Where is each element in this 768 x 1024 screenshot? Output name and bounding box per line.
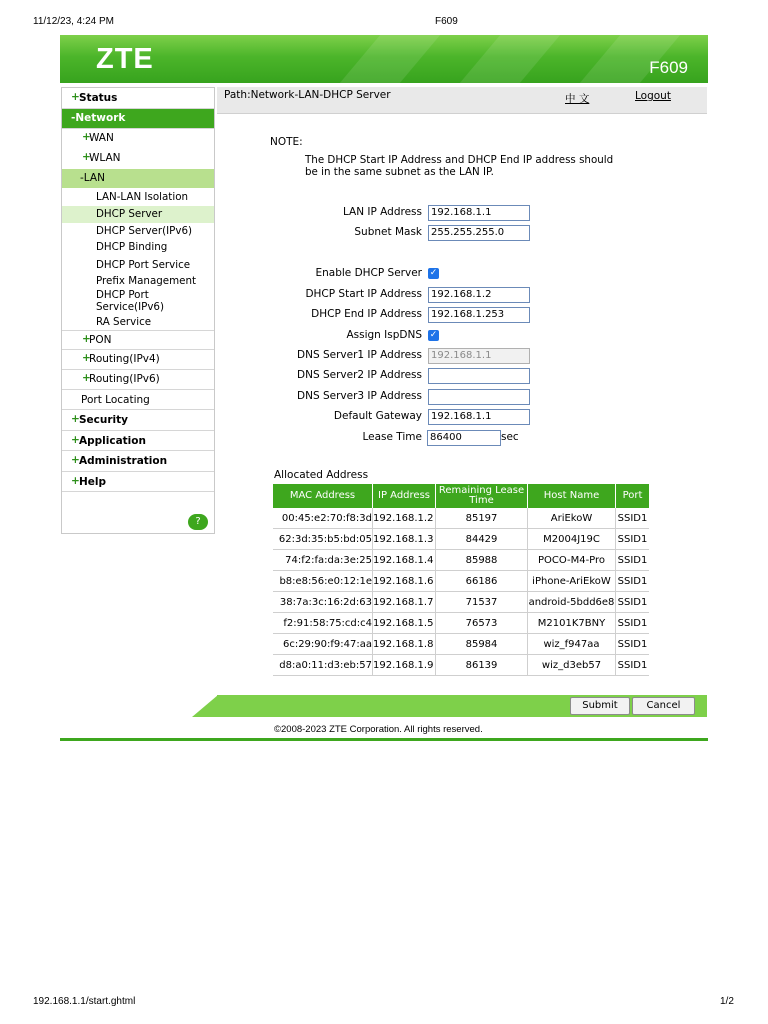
sidebar (61, 87, 215, 534)
lease-time-input[interactable]: 86400 (427, 430, 501, 446)
sidebar-item-application[interactable]: + Application (62, 431, 214, 451)
port-cell: SSID1 (616, 508, 650, 529)
table-row (273, 508, 649, 529)
lease-time-label: Lease Time (362, 431, 422, 443)
host-name-cell: POCO-M4-Pro (528, 550, 616, 571)
assign-isp-dns-label: Assign IspDNS (346, 329, 422, 341)
sidebar-item-pon[interactable]: + PON (62, 330, 214, 350)
note-line-1: The DHCP Start IP Address and DHCP End IP address should (305, 154, 614, 166)
table-row (273, 613, 649, 634)
port-cell: SSID1 (616, 529, 650, 550)
print-title: F609 (435, 16, 458, 27)
plus-icon: + (82, 333, 91, 345)
port-cell: SSID1 (616, 571, 650, 592)
mac-address-cell: 74:f2:fa:da:3e:25 (273, 550, 373, 571)
sidebar-subitem-ra-service[interactable]: RA Service (96, 316, 152, 328)
default-gateway-label: Default Gateway (333, 410, 422, 422)
sidebar-item-help[interactable]: + Help (62, 472, 214, 492)
lease-time-cell: 85988 (436, 550, 528, 571)
sidebar-item-lan[interactable]: -LAN (62, 169, 214, 188)
dhcp-start-ip-input[interactable]: 192.168.1.2 (428, 287, 530, 303)
port-cell: SSID1 (616, 655, 650, 676)
ip-address-cell: 192.168.1.5 (373, 613, 436, 634)
lease-time-unit: sec (501, 431, 519, 443)
host-name-cell: AriEkoW (528, 508, 616, 529)
subnet-mask-input[interactable]: 255.255.255.0 (428, 225, 530, 241)
port-cell: SSID1 (616, 634, 650, 655)
ip-address-cell: 192.168.1.3 (373, 529, 436, 550)
logout-link[interactable]: Logout (635, 90, 671, 102)
plus-icon: + (71, 434, 80, 446)
port-cell: SSID1 (616, 592, 650, 613)
sidebar-subitem-lan-isolation[interactable]: LAN-LAN Isolation (96, 191, 189, 203)
ip-address-cell: 192.168.1.8 (373, 634, 436, 655)
plus-icon: + (82, 372, 91, 384)
plus-icon: + (82, 131, 91, 143)
sidebar-subitem-dhcp-server-ipv6[interactable]: DHCP Server(IPv6) (96, 225, 193, 237)
sidebar-item-network[interactable]: -Network (62, 109, 214, 129)
port-cell: SSID1 (616, 613, 650, 634)
dhcp-end-ip-input[interactable]: 192.168.1.253 (428, 307, 530, 323)
bottom-bar-accent (192, 695, 218, 717)
dns-server1-input[interactable]: 192.168.1.1 (428, 348, 530, 364)
print-datetime: 11/12/23, 4:24 PM (33, 16, 114, 27)
col-remaining-lease-time: Remaining Lease Time (436, 484, 528, 508)
subnet-mask-label: Subnet Mask (354, 226, 422, 238)
mac-address-cell: 6c:29:90:f9:47:aa (273, 634, 373, 655)
zte-logo: ZTE (96, 43, 154, 75)
dns-server3-input[interactable] (428, 389, 530, 405)
host-name-cell: M2004J19C (528, 529, 616, 550)
host-name-cell: android-5bdd6e8 (528, 592, 616, 613)
lease-time-cell: 84429 (436, 529, 528, 550)
col-port: Port (616, 484, 650, 508)
sidebar-subitem-dhcp-port-service-ipv6[interactable]: DHCP Port Service(IPv6) (96, 289, 164, 313)
host-name-cell: iPhone-AriEkoW (528, 571, 616, 592)
bottom-action-bar (217, 695, 707, 717)
help-question-icon[interactable]: ? (188, 514, 208, 530)
lease-time-cell: 85197 (436, 508, 528, 529)
lease-time-cell: 76573 (436, 613, 528, 634)
dhcp-end-ip-label: DHCP End IP Address (311, 308, 422, 320)
language-link[interactable]: 中 文 (565, 93, 590, 105)
plus-icon: + (71, 91, 80, 103)
enable-dhcp-label: Enable DHCP Server (315, 267, 422, 279)
ip-address-cell: 192.168.1.2 (373, 508, 436, 529)
port-cell: SSID1 (616, 550, 650, 571)
table-row (273, 529, 649, 550)
header-banner (60, 35, 708, 83)
dns-server2-label: DNS Server2 IP Address (297, 369, 422, 381)
table-row (273, 592, 649, 613)
col-mac-address: MAC Address (273, 484, 373, 508)
sidebar-item-routing-ipv6[interactable]: + Routing(IPv6) (62, 370, 214, 390)
submit-button[interactable]: Submit (570, 697, 630, 715)
plus-icon: + (71, 475, 80, 487)
enable-dhcp-checkbox[interactable]: ✓ (429, 268, 438, 278)
host-name-cell: wiz_f947aa (528, 634, 616, 655)
dns-server3-label: DNS Server3 IP Address (297, 390, 422, 402)
mac-address-cell: f2:91:58:75:cd:c4 (273, 613, 373, 634)
ip-address-cell: 192.168.1.9 (373, 655, 436, 676)
sidebar-item-port-locating[interactable]: Port Locating (62, 390, 214, 410)
sidebar-item-administration[interactable]: + Administration (62, 451, 214, 472)
sidebar-item-wlan[interactable]: + WLAN (82, 151, 121, 164)
table-row (273, 550, 649, 571)
mac-address-cell: b8:e8:56:e0:12:1e (273, 571, 373, 592)
plus-icon: + (82, 352, 91, 364)
ip-address-cell: 192.168.1.4 (373, 550, 436, 571)
sidebar-item-wan[interactable]: + WAN (82, 131, 114, 144)
default-gateway-input[interactable]: 192.168.1.1 (428, 409, 530, 425)
sidebar-subitem-dhcp-server[interactable]: DHCP Server (62, 206, 214, 223)
note-line-2: be in the same subnet as the LAN IP. (305, 166, 494, 178)
lan-ip-label: LAN IP Address (342, 206, 422, 218)
table-row (273, 655, 649, 676)
table-row (273, 571, 649, 592)
allocated-address-title: Allocated Address (274, 469, 369, 481)
copyright: ©2008-2023 ZTE Corporation. All rights reserved. (274, 724, 483, 735)
lease-time-cell: 71537 (436, 592, 528, 613)
assign-isp-dns-checkbox[interactable]: ✓ (429, 330, 438, 340)
model-name: F609 (649, 58, 688, 77)
dns-server2-input[interactable] (428, 368, 530, 384)
print-page-number: 1/2 (720, 996, 734, 1007)
plus-icon: + (82, 151, 91, 163)
sidebar-item-routing-ipv4[interactable]: + Routing(IPv4) (62, 350, 214, 370)
cancel-button[interactable]: Cancel (632, 697, 695, 715)
print-url: 192.168.1.1/start.ghtml (33, 996, 136, 1007)
sidebar-item-status[interactable]: + Status (62, 88, 214, 109)
plus-icon: + (71, 413, 80, 425)
plus-icon: + (71, 454, 80, 466)
mac-address-cell: 00:45:e2:70:f8:3d (273, 508, 373, 529)
path-bar (217, 87, 707, 114)
mac-address-cell: 62:3d:35:b5:bd:05 (273, 529, 373, 550)
ip-address-cell: 192.168.1.6 (373, 571, 436, 592)
host-name-cell: M2101K7BNY (528, 613, 616, 634)
dhcp-start-ip-label: DHCP Start IP Address (305, 288, 422, 300)
col-ip-address: IP Address (373, 484, 436, 508)
footer-line (60, 738, 708, 741)
lease-time-cell: 85984 (436, 634, 528, 655)
sidebar-item-security[interactable]: + Security (62, 410, 214, 431)
sidebar-subitem-dhcp-port-service[interactable]: DHCP Port Service (96, 259, 191, 271)
allocated-address-table (273, 484, 649, 676)
breadcrumb: Path:Network-LAN-DHCP Server (224, 89, 391, 101)
dns-server1-label: DNS Server1 IP Address (297, 349, 422, 361)
lease-time-cell: 86139 (436, 655, 528, 676)
sidebar-subitem-prefix-management[interactable]: Prefix Management (96, 275, 197, 287)
lease-time-cell: 66186 (436, 571, 528, 592)
lan-ip-input[interactable]: 192.168.1.1 (428, 205, 530, 221)
col-host-name: Host Name (528, 484, 616, 508)
ip-address-cell: 192.168.1.7 (373, 592, 436, 613)
mac-address-cell: 38:7a:3c:16:2d:63 (273, 592, 373, 613)
note-label: NOTE: (270, 136, 303, 148)
host-name-cell: wiz_d3eb57 (528, 655, 616, 676)
mac-address-cell: d8:a0:11:d3:eb:57 (273, 655, 373, 676)
sidebar-subitem-dhcp-binding[interactable]: DHCP Binding (96, 241, 168, 253)
table-row (273, 634, 649, 655)
